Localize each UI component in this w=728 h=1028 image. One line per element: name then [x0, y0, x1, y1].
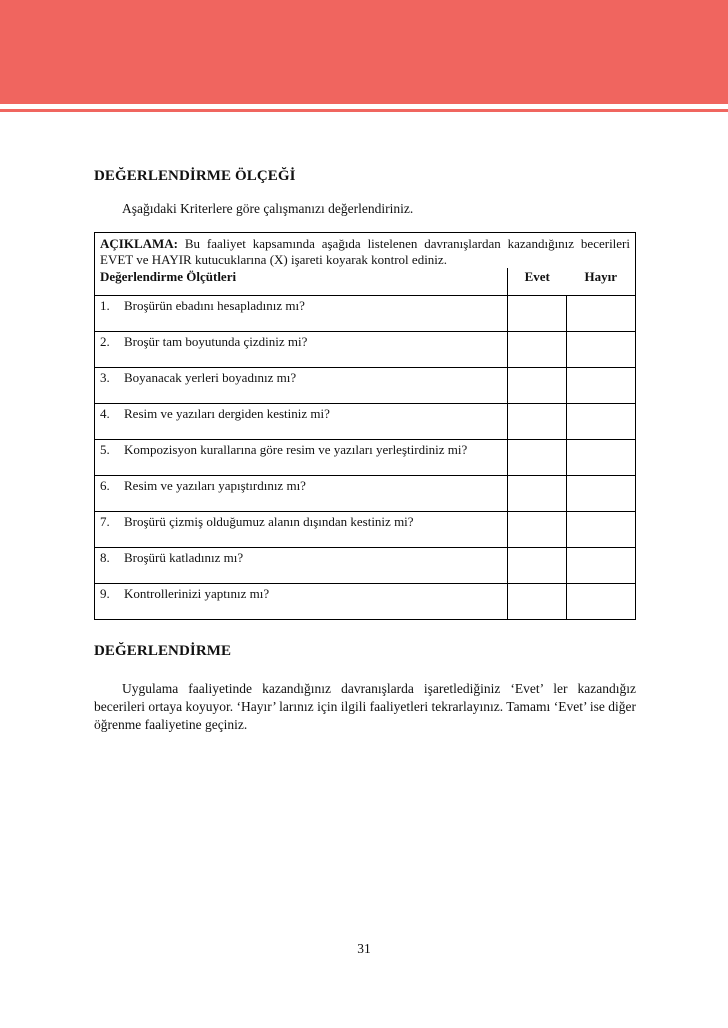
- table-row: [95, 368, 636, 404]
- yes-checkbox[interactable]: [508, 440, 567, 476]
- yes-checkbox[interactable]: [508, 332, 567, 368]
- explanation-text: Bu faaliyet kapsamında aşağıda listelenen davranışlardan kazandığınız becerileri EVET ve HAYIR kutucuklarına (X) işareti koyarak kontrol ediniz.: [100, 236, 630, 267]
- item-text: Broşürü katladınız mı?: [124, 550, 244, 565]
- header-rule: [0, 109, 728, 112]
- item-number: 9.: [100, 586, 110, 601]
- table-row: [95, 584, 636, 620]
- no-checkbox[interactable]: [567, 332, 636, 368]
- item-text: Broşür tam boyutunda çizdiniz mi?: [124, 334, 308, 349]
- table-row: [95, 548, 636, 584]
- yes-checkbox[interactable]: [508, 368, 567, 404]
- item-text: Boyanacak yerleri boyadınız mı?: [124, 370, 297, 385]
- item-number: 7.: [100, 514, 110, 529]
- header-banner: [0, 0, 728, 104]
- item-number: 4.: [100, 406, 110, 421]
- table-row: [95, 476, 636, 512]
- criterion-cell: [95, 296, 508, 332]
- item-text: Broşürü çizmiş olduğumuz alanın dışından kestiniz mi?: [124, 514, 414, 529]
- explanation-row: [95, 233, 636, 269]
- header-no: Hayır: [567, 268, 636, 296]
- item-number: 6.: [100, 478, 110, 493]
- explanation-label: AÇIKLAMA:: [100, 236, 178, 251]
- item-text: Kontrollerinizi yaptınız mı?: [124, 586, 270, 601]
- no-checkbox[interactable]: [567, 404, 636, 440]
- criterion-cell: [95, 332, 508, 368]
- page-number: 31: [357, 941, 371, 956]
- yes-checkbox[interactable]: [508, 548, 567, 584]
- yes-checkbox[interactable]: [508, 296, 567, 332]
- no-checkbox[interactable]: [567, 476, 636, 512]
- item-number: 1.: [100, 298, 110, 313]
- table-row: [95, 332, 636, 368]
- item-number: 3.: [100, 370, 110, 385]
- yes-checkbox[interactable]: [508, 584, 567, 620]
- no-checkbox[interactable]: [567, 548, 636, 584]
- scale-title: DEĞERLENDİRME ÖLÇEĞİ: [94, 168, 296, 184]
- no-checkbox[interactable]: [567, 440, 636, 476]
- table-row: [95, 440, 636, 476]
- table-header-row: [95, 268, 636, 296]
- item-text: Kompozisyon kurallarına göre resim ve yazıları yerleştirdiniz mi?: [124, 442, 468, 457]
- item-number: 5.: [100, 442, 110, 457]
- header-criteria: Değerlendirme Ölçütleri: [95, 268, 508, 296]
- item-text: Resim ve yazıları dergiden kestiniz mi?: [124, 406, 330, 421]
- no-checkbox[interactable]: [567, 584, 636, 620]
- criterion-cell: [95, 404, 508, 440]
- criterion-cell: [95, 476, 508, 512]
- no-checkbox[interactable]: [567, 512, 636, 548]
- table-row: [95, 404, 636, 440]
- evaluation-title: DEĞERLENDİRME: [94, 643, 232, 659]
- yes-checkbox[interactable]: [508, 512, 567, 548]
- evaluation-paragraph: Uygulama faaliyetinde kazandığınız davranışlarda işaretlediğiniz ‘Evet’ ler kazandığız becerileri ortaya koyuyor. ‘Hayır’ larınız için ilgili faaliyetleri tekrarlayınız. Tamamı ‘Evet’ ise diğer öğrenme faaliyetine geçiniz.: [94, 681, 636, 732]
- item-number: 2.: [100, 334, 110, 349]
- yes-checkbox[interactable]: [508, 476, 567, 512]
- scale-intro: Aşağıdaki Kriterlere göre çalışmanızı değerlendiriniz.: [122, 201, 414, 216]
- criterion-cell: [95, 440, 508, 476]
- no-checkbox[interactable]: [567, 296, 636, 332]
- item-number: 8.: [100, 550, 110, 565]
- no-checkbox[interactable]: [567, 368, 636, 404]
- yes-checkbox[interactable]: [508, 404, 567, 440]
- table-row: [95, 296, 636, 332]
- header-yes: Evet: [508, 268, 567, 296]
- criterion-cell: [95, 548, 508, 584]
- criterion-cell: [95, 512, 508, 548]
- explanation-cell: [95, 233, 636, 269]
- criterion-cell: [95, 368, 508, 404]
- table-row: [95, 512, 636, 548]
- item-text: Resim ve yazıları yapıştırdınız mı?: [124, 478, 306, 493]
- criterion-cell: [95, 584, 508, 620]
- criteria-table: [94, 232, 636, 620]
- item-text: Broşürün ebadını hesapladınız mı?: [124, 298, 305, 313]
